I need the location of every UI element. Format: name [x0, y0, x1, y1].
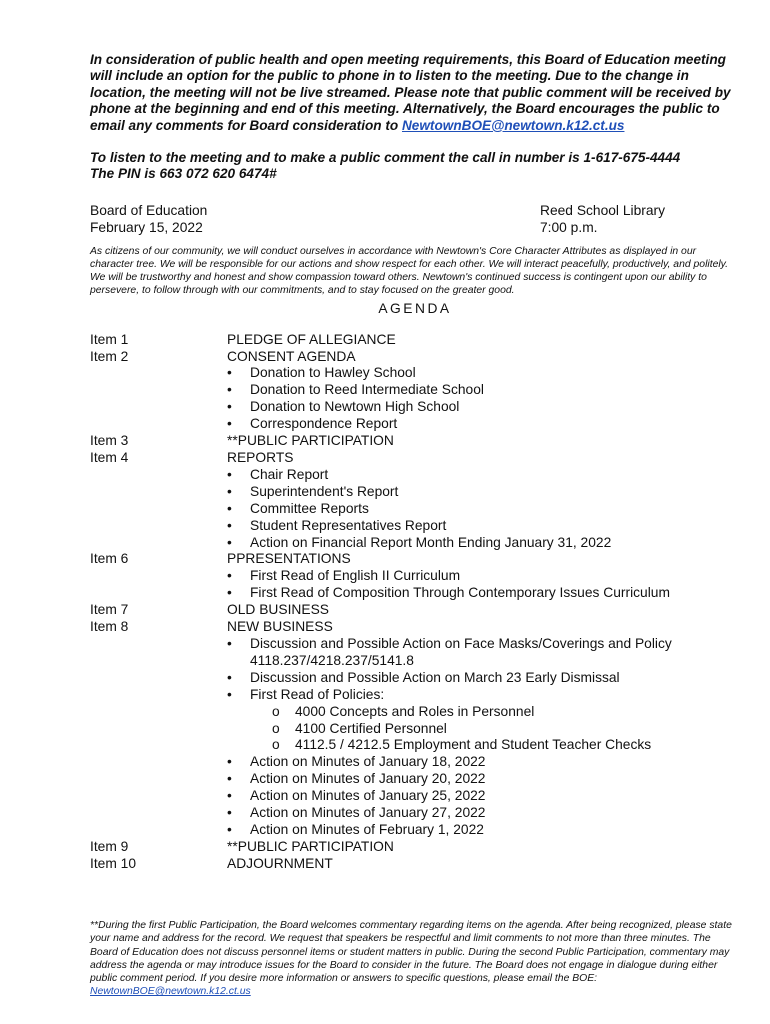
footnote-text: **During the first Public Participation, the Board welcomes commentary regarding items on the agenda. After being recognized, please state your name and address for the record. We request that speakers be respectful and limit comments to not more than three minutes. The Board of Education does not discuss personnel items or student matters in public. During the second Public Participation, commentary may address the agenda or may introduce issues for the Board to consider in the future. The Board does not engage in dialogue during either public comment period. If you desire more information or answers to specific questions, please email the BOE:	[90, 920, 732, 985]
agenda-bullet-text: Action on Minutes of February 1, 2022	[250, 821, 484, 837]
agenda-item	[90, 349, 740, 434]
agenda-item-number: Item 7	[90, 602, 129, 618]
agenda-bullet-text: Committee Reports	[250, 500, 369, 516]
agenda-item-content	[227, 450, 740, 551]
agenda-sub-bullet-text: 4000 Concepts and Roles in Personnel	[295, 703, 535, 719]
footnote	[90, 919, 735, 999]
agenda-bullet	[227, 754, 740, 771]
bullet-icon: •	[227, 416, 232, 432]
agenda-item-number: Item 6	[90, 551, 129, 567]
agenda-bullet	[227, 535, 740, 552]
agenda-item-number: Item 2	[90, 348, 129, 364]
bullet-icon: •	[227, 365, 232, 381]
meeting-details-right	[540, 202, 740, 236]
meeting-details-left	[90, 202, 207, 236]
agenda-bullet	[227, 484, 740, 501]
call-in-number: To listen to the meeting and to make a public comment the call in number is 1-617-675-4444	[90, 150, 681, 166]
agenda-item-content	[227, 332, 740, 349]
agenda-item	[90, 602, 740, 619]
agenda-bullet	[227, 382, 740, 399]
meeting-details	[90, 202, 740, 236]
bullet-icon: •	[227, 788, 232, 804]
bullet-icon: •	[227, 686, 232, 702]
bullet-icon: •	[227, 500, 232, 516]
agenda-bullet-text: Action on Minutes of January 18, 2022	[250, 754, 486, 770]
agenda-item-title: CONSENT AGENDA	[227, 348, 356, 364]
call-in-info	[90, 150, 740, 183]
agenda-bullet-text: First Read of Policies:	[250, 686, 385, 702]
agenda-title: AGENDA	[378, 300, 452, 316]
meeting-time: 7:00 p.m.	[540, 219, 598, 235]
agenda-bullet	[227, 771, 740, 788]
agenda-sub-bullet	[227, 721, 740, 738]
agenda-bullet	[227, 636, 740, 670]
agenda-bullet-text: Discussion and Possible Action on Face Masks/Coverings and Policy 4118.237/4218.237/5141.8	[250, 635, 672, 668]
agenda-bullet	[227, 416, 740, 433]
agenda-item-number: Item 9	[90, 838, 129, 854]
agenda-item-content	[227, 349, 740, 434]
agenda-item-number: Item 4	[90, 450, 129, 465]
agenda-item-title: PLEDGE OF ALLEGIANCE	[227, 331, 396, 347]
agenda-bullet-text: Correspondence Report	[250, 416, 398, 432]
bullet-icon: •	[227, 821, 232, 837]
agenda-bullet-text: First Read of English II Curriculum	[250, 568, 461, 584]
agenda-bullet-text: Action on Financial Report Month Ending January 31, 2022	[250, 534, 612, 550]
values-statement: As citizens of our community, we will conduct ourselves in accordance with Newtown's Core Character Attributes as displayed in our character tree. We will be responsible for our actions and show respect for each other. We will interact peacefully, productively, and politely. We will be trustworthy and honest and show compassion toward others. Newtown's continued success is contingent upon our ability to persevere, to follow through with our commitments, and to stay focused on the greater good.	[90, 245, 728, 297]
meeting-location: Reed School Library	[540, 202, 666, 218]
agenda-item-number: Item 10	[90, 855, 137, 871]
agenda-bullet-text: Action on Minutes of January 20, 2022	[250, 771, 486, 787]
agenda-bullet-text: Chair Report	[250, 466, 329, 482]
agenda-bullet-text: Action on Minutes of January 25, 2022	[250, 788, 486, 804]
agenda-bullet-text: Student Representatives Report	[250, 517, 447, 533]
agenda-item-content	[227, 602, 740, 619]
meeting-date: February 15, 2022	[90, 219, 203, 235]
bullet-icon: •	[227, 382, 232, 398]
circle-bullet-icon: o	[272, 737, 280, 753]
bullet-icon: •	[227, 669, 232, 685]
agenda-sub-bullet-text: 4100 Certified Personnel	[295, 720, 447, 736]
bullet-icon: •	[227, 466, 232, 482]
agenda-bullet	[227, 788, 740, 805]
agenda-bullet	[227, 687, 740, 704]
agenda-bullet-text: Superintendent's Report	[250, 483, 399, 499]
agenda-bullet-text: Donation to Hawley School	[250, 365, 416, 381]
meeting-body: Board of Education	[90, 202, 208, 218]
agenda-item	[90, 839, 740, 856]
agenda-item-number: Item 1	[90, 331, 129, 347]
bullet-icon: •	[227, 483, 232, 499]
agenda-item	[90, 619, 740, 839]
agenda-sub-bullet-text: 4112.5 / 4212.5 Employment and Student Teacher Checks	[295, 737, 652, 753]
bullet-icon: •	[227, 585, 232, 601]
agenda-bullet-text: First Read of Composition Through Contemporary Issues Curriculum	[250, 585, 670, 601]
agenda-bullet	[227, 670, 740, 687]
public-notice-text: In consideration of public health and open meeting requirements, this Board of Education meeting will include an option for the public to phone in to listen to the meeting. Due to the change in location, the meeting will not be live streamed. Please note that public comment will be received by phone at the beginning and end of this meeting. Alternatively, the Board encourages the public to email any comments for Board consideration to	[90, 52, 731, 133]
agenda-sub-bullet	[227, 704, 740, 721]
agenda-bullet	[227, 501, 740, 518]
bullet-icon: •	[227, 517, 232, 533]
bullet-icon: •	[227, 568, 232, 584]
agenda-item-title: NEW BUSINESS	[227, 619, 333, 635]
agenda-item-content	[227, 619, 740, 839]
agenda-list	[90, 332, 740, 873]
circle-bullet-icon: o	[272, 703, 280, 719]
agenda-sub-bullet	[227, 737, 740, 754]
agenda-item-title: **PUBLIC PARTICIPATION	[227, 838, 394, 854]
bullet-icon: •	[227, 771, 232, 787]
agenda-bullet-text: Discussion and Possible Action on March 23 Early Dismissal	[250, 669, 620, 685]
agenda-bullet-text: Action on Minutes of January 27, 2022	[250, 805, 486, 821]
agenda-bullet	[227, 399, 740, 416]
bullet-icon: •	[227, 754, 232, 770]
agenda-item-number: Item 3	[90, 433, 129, 449]
agenda-item-title: REPORTS	[227, 450, 294, 465]
agenda-bullet	[227, 585, 740, 602]
agenda-bullet-text: Donation to Reed Intermediate School	[250, 382, 484, 398]
agenda-item-content	[227, 433, 740, 450]
agenda-item	[90, 433, 740, 450]
agenda-item-title: **PUBLIC PARTICIPATION	[227, 433, 394, 449]
agenda-item-content	[227, 839, 740, 856]
call-in-pin: The PIN is 663 072 620 6474#	[90, 166, 277, 182]
agenda-bullet	[227, 467, 740, 484]
agenda-item-title: PPRESENTATIONS	[227, 551, 351, 567]
agenda-item	[90, 856, 740, 873]
document-page	[90, 52, 740, 873]
footnote-email-link[interactable]: NewtownBOE@newtown.k12.ct.us	[90, 986, 251, 998]
agenda-bullet-text: Donation to Newtown High School	[250, 399, 460, 415]
agenda-item	[90, 332, 740, 349]
circle-bullet-icon: o	[272, 720, 280, 736]
agenda-item-content	[227, 856, 740, 873]
board-email-link[interactable]: NewtownBOE@newtown.k12.ct.us	[401, 117, 625, 133]
bullet-icon: •	[227, 534, 232, 550]
bullet-icon: •	[227, 399, 232, 415]
agenda-item	[90, 450, 740, 551]
agenda-bullet	[227, 822, 740, 839]
agenda-bullet	[227, 805, 740, 822]
agenda-item-number: Item 8	[90, 619, 129, 635]
bullet-icon: •	[227, 635, 232, 651]
agenda-item-content	[227, 551, 740, 602]
agenda-item	[90, 551, 740, 602]
agenda-bullet	[227, 365, 740, 382]
agenda-item-title: OLD BUSINESS	[227, 602, 329, 618]
agenda-bullet	[227, 568, 740, 585]
agenda-item-title: ADJOURNMENT	[227, 855, 333, 871]
public-notice	[90, 52, 740, 134]
agenda-bullet	[227, 518, 740, 535]
bullet-icon: •	[227, 805, 232, 821]
